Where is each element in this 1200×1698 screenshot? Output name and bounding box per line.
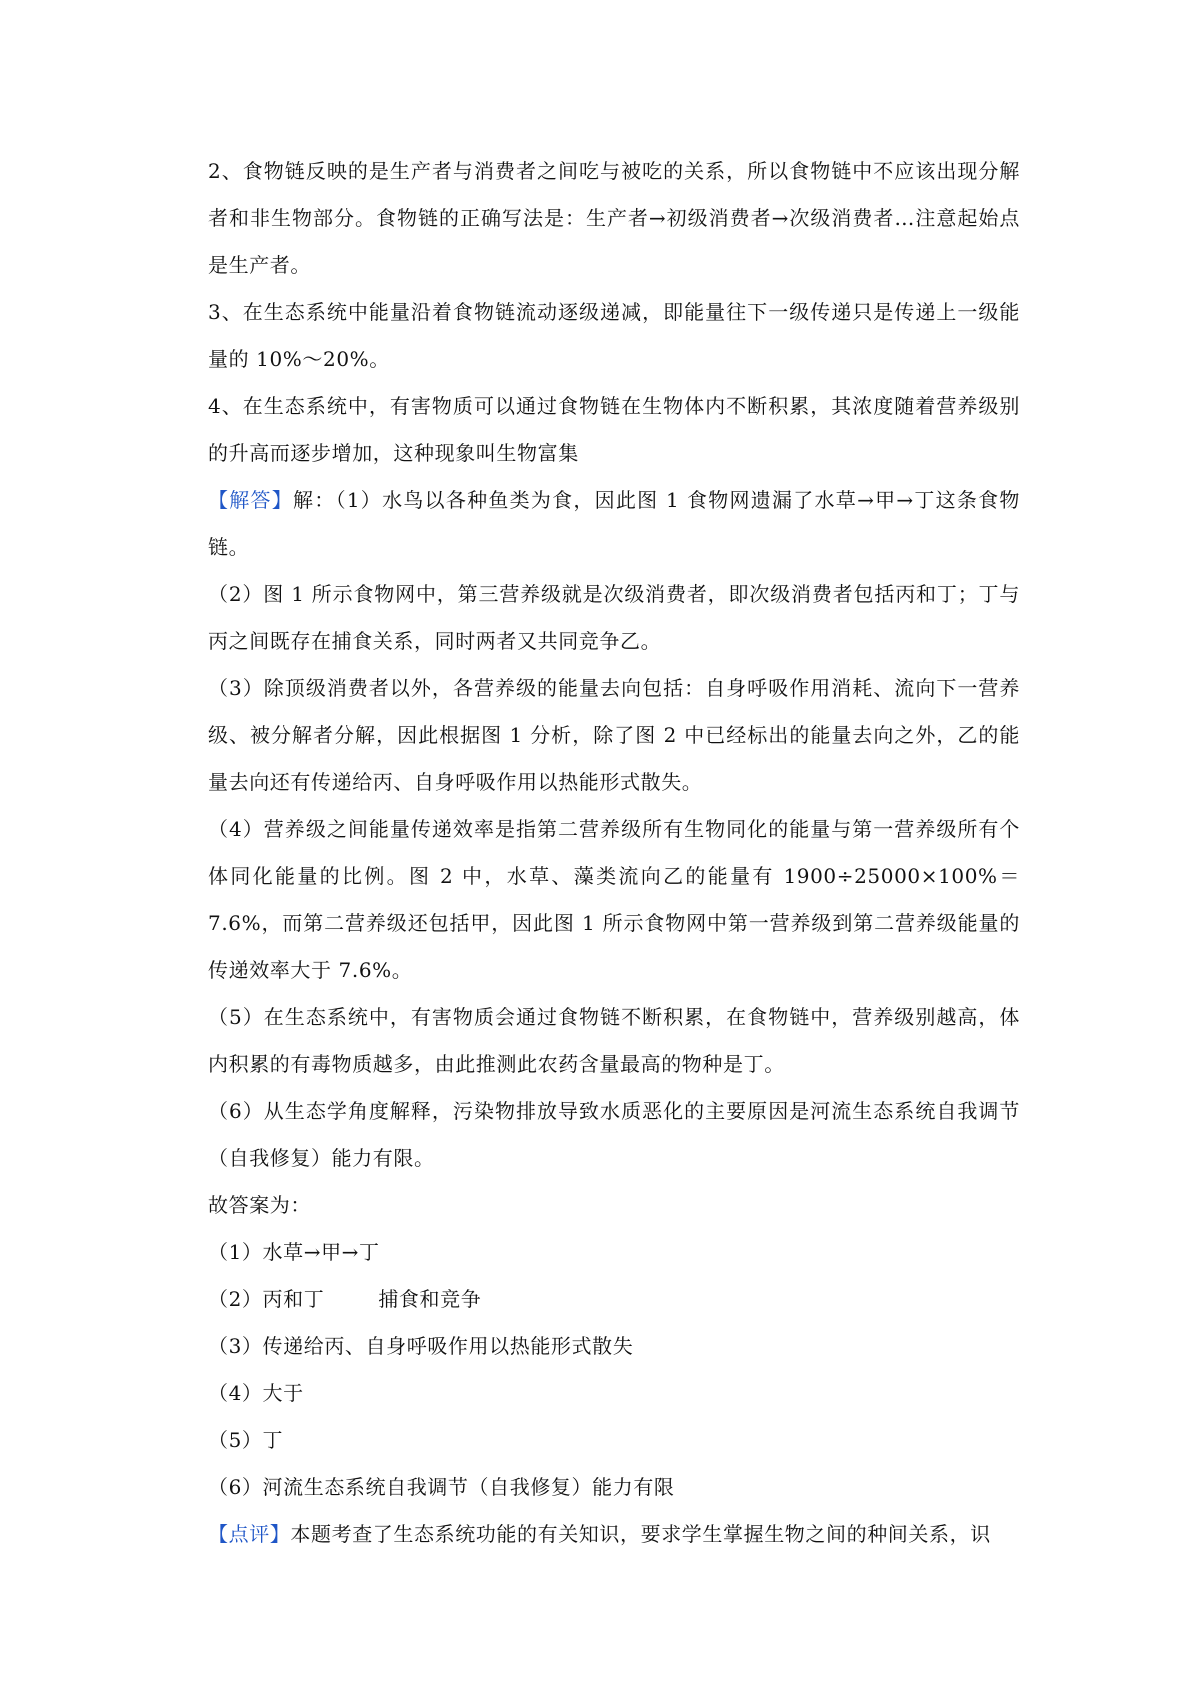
answer-part-6: （6）从生态学角度解释，污染物排放导致水质恶化的主要原因是河流生态系统自我调节（自我修复）能力有限。 xyxy=(208,1099,1020,1170)
answer-part-2: （2）图 1 所示食物网中，第三营养级就是次级消费者，即次级消费者包括丙和丁；丁与丙之间既存在捕食关系，同时两者又共同竞争乙。 xyxy=(208,582,1020,653)
answer-part-5: （5）在生态系统中，有害物质会通过食物链不断积累，在食物链中，营养级别越高，体内积累的有毒物质越多，由此推测此农药含量最高的物种是丁。 xyxy=(208,1005,1020,1076)
knowledge-point-4: 4、在生态系统中，有害物质可以通过食物链在生物体内不断积累，其浓度随着营养级别的升高而逐步增加，这种现象叫生物富集 xyxy=(208,394,1020,465)
comment-paragraph xyxy=(208,1511,1020,1558)
final-answer-2-second: 捕食和竞争 xyxy=(378,1287,482,1311)
answer-part-3: （3）除顶级消费者以外，各营养级的能量去向包括：自身呼吸作用消耗、流向下一营养级、被分解者分解，因此根据图 1 分析，除了图 2 中已经标出的能量去向之外，乙的能量去向还有传递给丙、自身呼吸作用以热能形式散失。 xyxy=(208,676,1020,794)
final-answer-2-first: （2）丙和丁 xyxy=(208,1287,325,1311)
answer-intro-paragraph xyxy=(208,477,1020,571)
comment-tag: 【点评】 xyxy=(208,1522,291,1546)
final-answer-1: （1）水草→甲→丁 xyxy=(208,1240,380,1264)
final-answer-4: （4）大于 xyxy=(208,1381,304,1405)
answer-part-4: （4）营养级之间能量传递效率是指第二营养级所有生物同化的能量与第一营养级所有个体同化能量的比例。图 2 中，水草、藻类流向乙的能量有 1900÷25000×100%＝7.6%，而第二营养级还包括甲，因此图 1 所示食物网中第一营养级到第二营养级能量的传递效率大于 7.6%。 xyxy=(208,817,1020,982)
conclusion-label: 故答案为： xyxy=(208,1193,311,1217)
final-answer-5: （5）丁 xyxy=(208,1428,284,1452)
answer-tag: 【解答】 xyxy=(208,488,294,512)
knowledge-point-2: 2、食物链反映的是生产者与消费者之间吃与被吃的关系，所以食物链中不应该出现分解者和非生物部分。食物链的正确写法是：生产者→初级消费者→次级消费者…注意起始点是生产者。 xyxy=(208,159,1020,277)
final-answer-6: （6）河流生态系统自我调节（自我修复）能力有限 xyxy=(208,1475,675,1499)
final-answer-2 xyxy=(208,1276,1020,1323)
knowledge-point-3: 3、在生态系统中能量沿着食物链流动逐级递减，即能量往下一级传递只是传递上一级能量的 10%～20%。 xyxy=(208,300,1020,371)
comment-text: 本题考查了生态系统功能的有关知识，要求学生掌握生物之间的种间关系，识 xyxy=(290,1522,991,1546)
final-answer-3: （3）传递给丙、自身呼吸作用以热能形式散失 xyxy=(208,1334,634,1358)
answer-intro-text: 解：（1）水鸟以各种鱼类为食，因此图 1 食物网遗漏了水草→甲→丁这条食物链。 xyxy=(208,488,1020,559)
document-body xyxy=(208,148,1020,1558)
